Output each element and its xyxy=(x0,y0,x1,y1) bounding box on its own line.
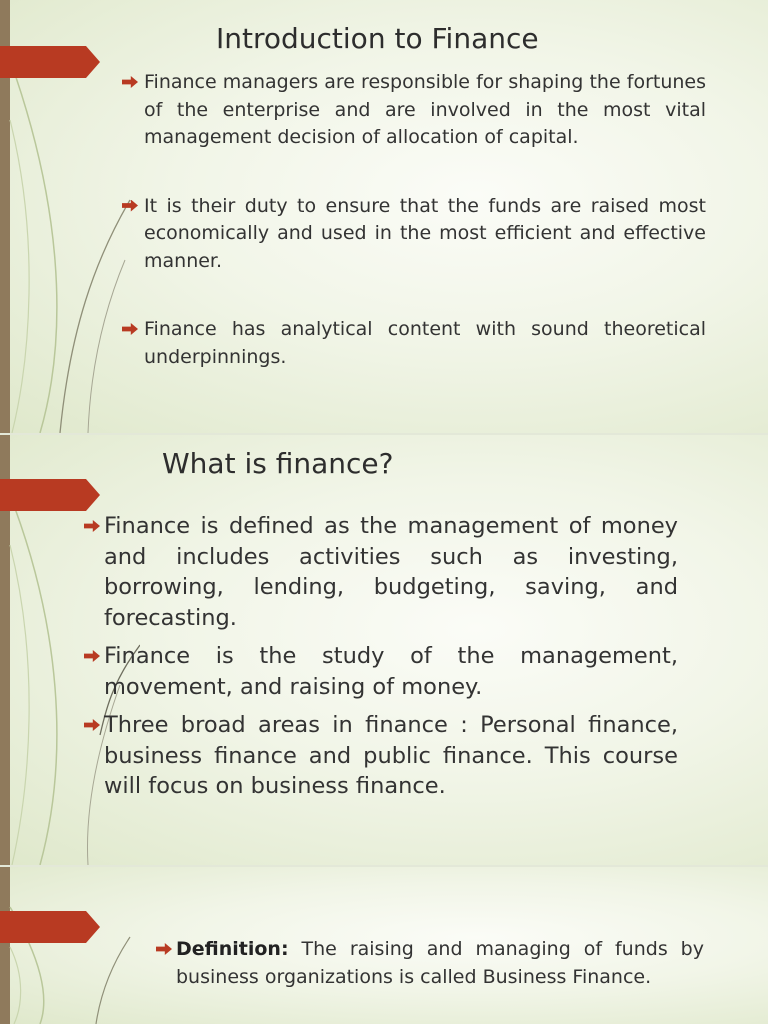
definition-text: The raising and managing of funds by business organizations is called Business Finance. xyxy=(176,938,704,988)
arrow-bullet-icon xyxy=(156,943,172,955)
slide-what-is-finance xyxy=(0,435,768,865)
bullet-list xyxy=(84,511,678,802)
slide-tab-icon xyxy=(0,911,100,943)
list-item xyxy=(156,936,704,991)
slide-definition xyxy=(0,867,768,1024)
list-item: It is their duty to ensure that the funds are raised most economically and used in the most efficient and effective manner. xyxy=(122,193,706,276)
arrow-bullet-icon xyxy=(122,76,138,88)
arrow-bullet-icon xyxy=(122,200,138,212)
slide-introduction xyxy=(0,0,768,433)
list-item: Finance managers are responsible for shaping the fortunes of the enterprise and are involved in the most vital management decision of allocation of capital. xyxy=(122,69,706,152)
bullet-list xyxy=(122,69,706,371)
definition-label: Definition: xyxy=(176,938,289,960)
list-item: Finance is the study of the management, movement, and raising of money. xyxy=(84,641,678,702)
slide-tab-icon xyxy=(0,46,100,78)
bullet-list xyxy=(156,936,704,991)
slide-title: Introduction to Finance xyxy=(216,22,539,55)
arrow-bullet-icon xyxy=(84,719,100,731)
arrow-bullet-icon xyxy=(84,650,100,662)
list-item: Finance has analytical content with sound theoretical underpinnings. xyxy=(122,316,706,371)
list-item: Finance is defined as the management of money and includes activities such as investing, borrowing, lending, budgeting, saving, and forecasting. xyxy=(84,511,678,633)
arrow-bullet-icon xyxy=(122,323,138,335)
decorative-curves xyxy=(0,867,140,1024)
slide-tab-icon xyxy=(0,479,100,511)
list-item: Three broad areas in finance : Personal finance, business finance and public finance. This course will focus on business finance. xyxy=(84,710,678,802)
arrow-bullet-icon xyxy=(84,520,100,532)
slide-title: What is finance? xyxy=(162,447,394,480)
